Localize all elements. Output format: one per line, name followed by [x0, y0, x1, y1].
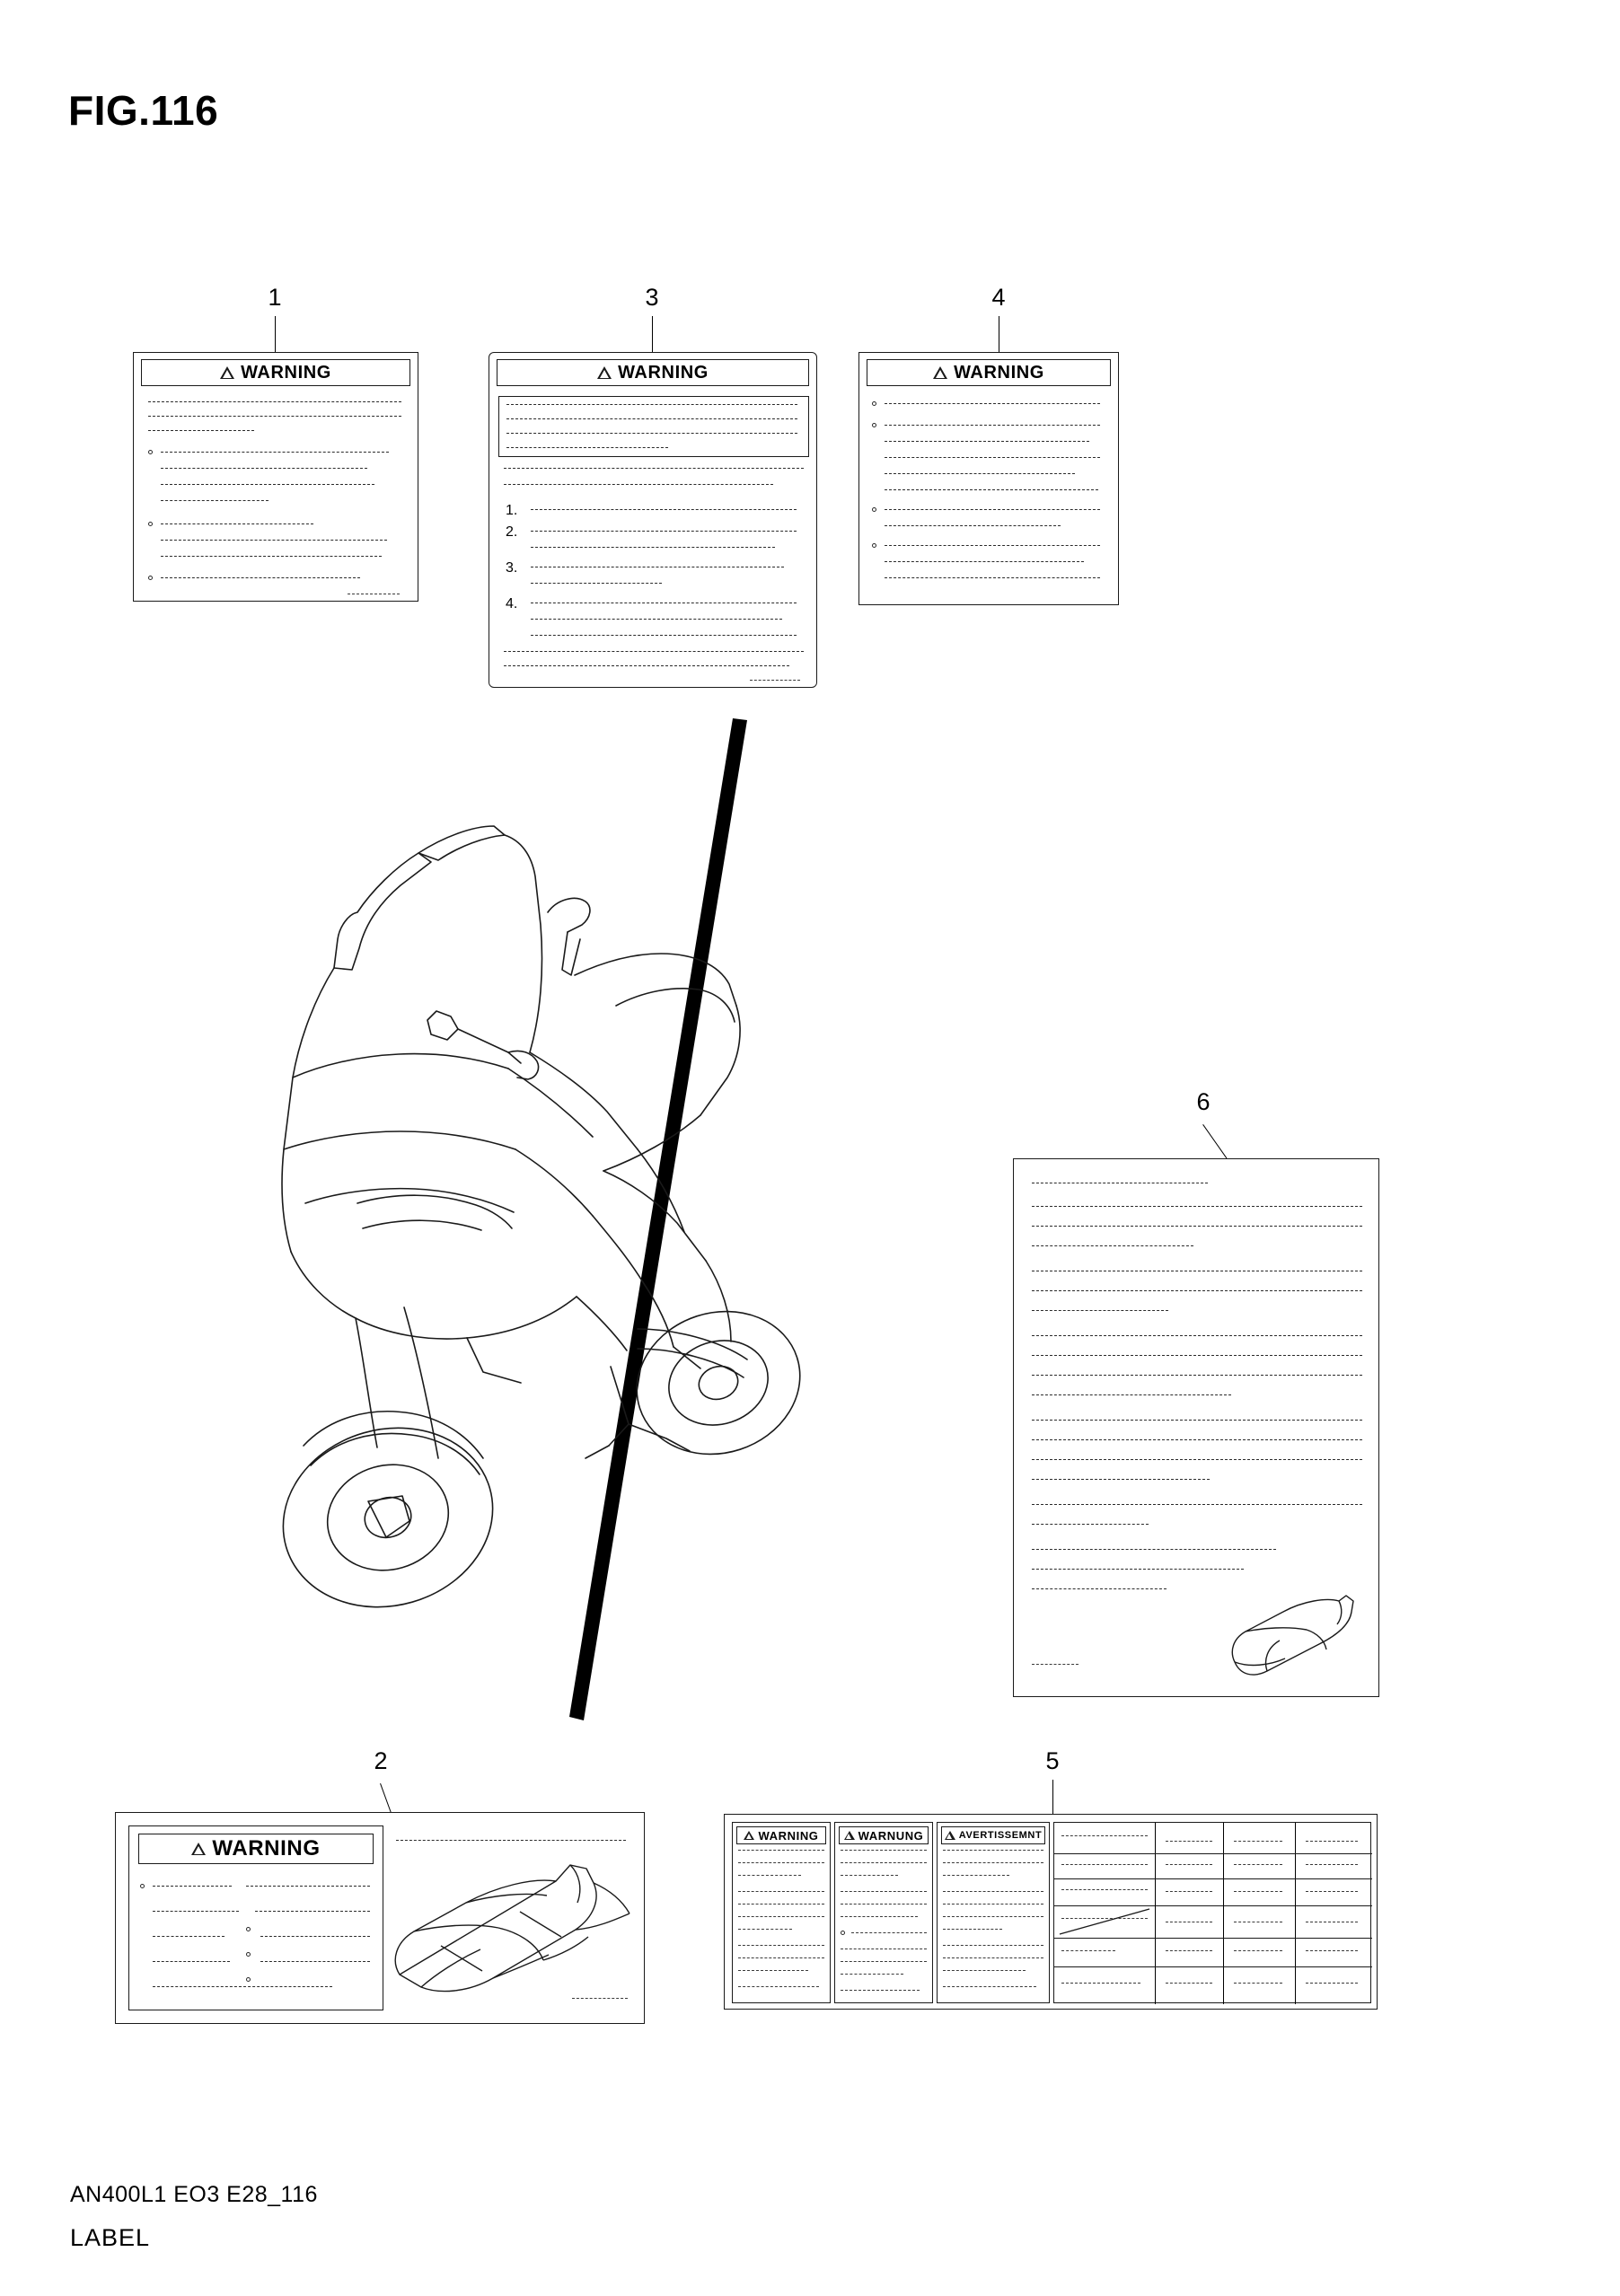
leader-line-1 — [275, 316, 276, 352]
warning-triangle-icon — [744, 1831, 754, 1840]
warning-column-fr — [937, 1822, 1050, 2003]
callout-4: 4 — [991, 284, 1006, 311]
page-title: FIG.116 — [68, 87, 219, 134]
label3-boxed-paragraph — [498, 396, 809, 457]
leader-line-6 — [1202, 1124, 1227, 1158]
warning-header-text: WARNUNG — [858, 1828, 924, 1843]
label-card-2 — [115, 1812, 645, 2024]
warning-header-text: WARNING — [618, 363, 709, 383]
callout-5: 5 — [1045, 1747, 1060, 1774]
warning-triangle-icon — [945, 1831, 955, 1840]
label-card-5 — [724, 1814, 1378, 2010]
warning-header-text: WARNING — [212, 1836, 321, 1861]
leader-line-3 — [652, 316, 653, 352]
callout-1: 1 — [268, 284, 282, 311]
label-card-4 — [858, 352, 1119, 605]
warning-header-fr — [941, 1826, 1045, 1844]
list-number-2: 2. — [506, 524, 518, 540]
footer-label: LABEL — [70, 2224, 151, 2251]
warning-column-de — [834, 1822, 933, 2003]
warning-triangle-icon — [191, 1843, 206, 1855]
warning-header-text: WARNING — [758, 1828, 819, 1843]
spec-table-5 — [1053, 1822, 1371, 2003]
list-number-1: 1. — [506, 503, 518, 518]
footer-code: AN400L1 EO3 E28_116 — [70, 2182, 318, 2207]
list-number-3: 3. — [506, 560, 518, 576]
label-card-1 — [133, 352, 418, 602]
warning-triangle-icon — [933, 366, 947, 379]
warning-triangle-icon — [597, 366, 612, 379]
warning-header-3 — [497, 359, 809, 386]
warning-subbox-2 — [128, 1825, 383, 2010]
warning-header-text: WARNING — [241, 363, 331, 383]
callout-3: 3 — [645, 284, 659, 311]
seat-line-drawing — [385, 1860, 637, 1996]
warning-header-1 — [141, 359, 410, 386]
warning-triangle-icon — [844, 1831, 855, 1840]
callout-6: 6 — [1196, 1088, 1211, 1115]
label-card-3 — [489, 352, 817, 688]
leader-line-5 — [1052, 1780, 1053, 1814]
callout-2: 2 — [374, 1747, 388, 1774]
warning-header-2 — [138, 1834, 374, 1864]
label-card-6 — [1013, 1158, 1379, 1697]
cell-diagonal-icon — [1054, 1905, 1155, 1938]
warning-header-4 — [867, 359, 1111, 386]
warning-header-text: AVERTISSEMNT — [958, 1829, 1043, 1841]
warning-column-en — [732, 1822, 831, 2003]
warning-header-en — [736, 1826, 826, 1844]
seat-line-drawing — [1220, 1588, 1364, 1689]
scooter-line-drawing — [251, 700, 1024, 1670]
warning-header-text: WARNING — [954, 363, 1044, 383]
warning-header-de — [839, 1826, 929, 1844]
warning-triangle-icon — [220, 366, 234, 379]
list-number-4: 4. — [506, 596, 518, 611]
